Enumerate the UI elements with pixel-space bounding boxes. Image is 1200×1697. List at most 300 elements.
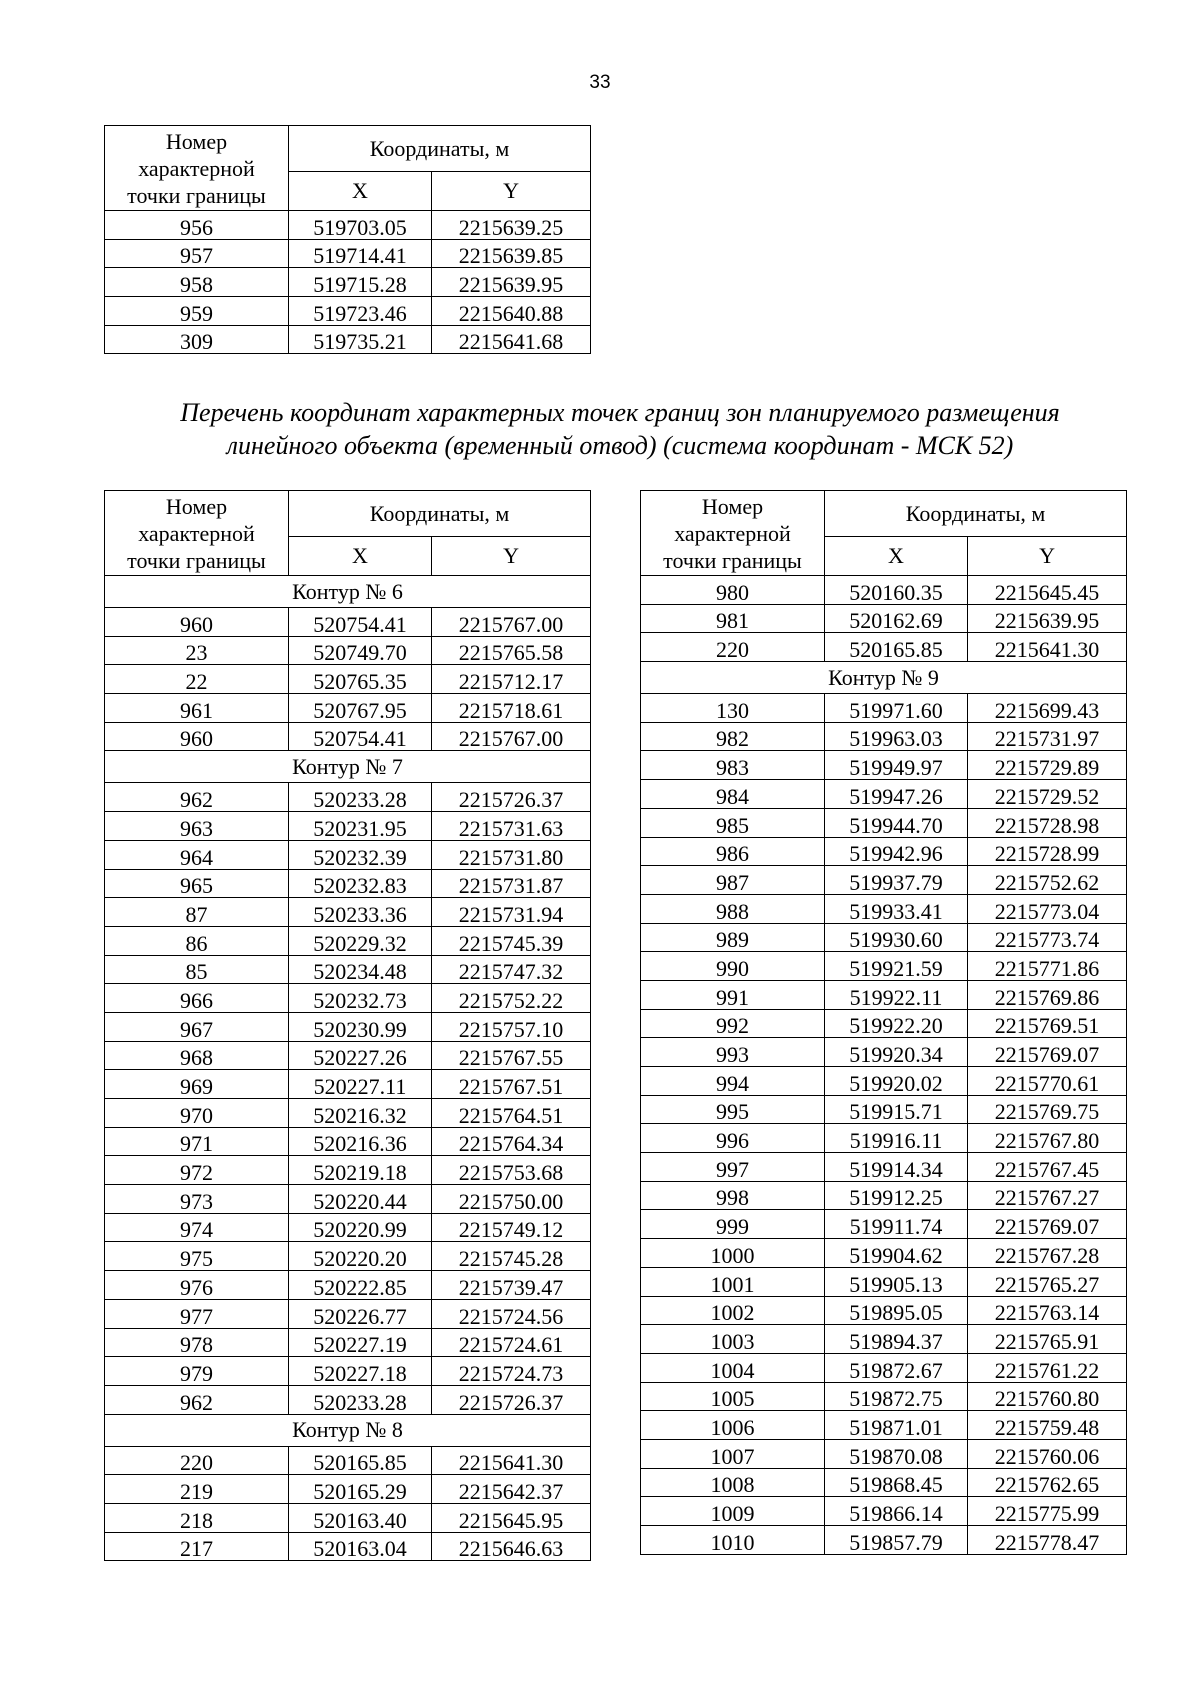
y-coordinate-cell: 2215767.45 — [968, 1153, 1127, 1182]
x-coordinate-cell: 519715.28 — [289, 268, 432, 297]
x-coordinate-cell: 520163.04 — [289, 1532, 432, 1561]
x-coordinate-cell: 519971.60 — [825, 694, 968, 723]
y-coordinate-cell: 2215769.51 — [968, 1009, 1127, 1038]
point-number-cell: 220 — [105, 1446, 289, 1475]
x-coordinate-cell: 520220.20 — [289, 1242, 432, 1271]
table-row — [105, 1012, 591, 1041]
point-number-cell: 965 — [105, 869, 289, 898]
x-coordinate-cell: 519870.08 — [825, 1439, 968, 1468]
x-coordinate-cell: 520163.40 — [289, 1503, 432, 1532]
point-number-cell: 1010 — [641, 1526, 825, 1555]
x-coordinate-cell: 520216.32 — [289, 1099, 432, 1128]
point-number-cell: 962 — [105, 1385, 289, 1414]
x-coordinate-cell: 520767.95 — [289, 694, 432, 723]
x-coordinate-cell: 519944.70 — [825, 808, 968, 837]
x-coordinate-cell: 519868.45 — [825, 1468, 968, 1497]
x-coordinate-cell: 520232.39 — [289, 840, 432, 869]
y-coordinate-cell: 2215752.62 — [968, 866, 1127, 895]
x-coordinate-cell: 520220.99 — [289, 1213, 432, 1242]
point-number-cell: 956 — [105, 211, 289, 240]
y-coordinate-cell: 2215761.22 — [968, 1353, 1127, 1382]
y-coordinate-cell: 2215760.06 — [968, 1439, 1127, 1468]
x-coordinate-cell: 519905.13 — [825, 1267, 968, 1296]
point-number-cell: 987 — [641, 866, 825, 895]
y-coordinate-cell: 2215639.85 — [432, 239, 591, 268]
table-caption — [60, 396, 1180, 462]
x-coordinate-cell: 520226.77 — [289, 1299, 432, 1328]
contour-label: Контур № 9 — [641, 662, 1127, 694]
x-coordinate-cell: 520227.18 — [289, 1357, 432, 1386]
x-coordinate-cell: 519915.71 — [825, 1095, 968, 1124]
y-coordinate-cell: 2215769.07 — [968, 1210, 1127, 1239]
y-coordinate-cell: 2215728.98 — [968, 808, 1127, 837]
x-coordinate-cell: 520754.41 — [289, 608, 432, 637]
x-coordinate-cell: 519866.14 — [825, 1497, 968, 1526]
point-number-cell: 1009 — [641, 1497, 825, 1526]
y-coordinate-cell: 2215646.63 — [432, 1532, 591, 1561]
point-number-cell: 86 — [105, 926, 289, 955]
point-number-cell: 981 — [641, 604, 825, 633]
y-coordinate-cell: 2215731.97 — [968, 722, 1127, 751]
x-coordinate-cell: 520219.18 — [289, 1156, 432, 1185]
x-coordinate-cell: 519872.67 — [825, 1353, 968, 1382]
table-row — [105, 1127, 591, 1156]
table-row — [105, 211, 591, 240]
y-coordinate-cell: 2215757.10 — [432, 1012, 591, 1041]
point-number-cell: 977 — [105, 1299, 289, 1328]
x-coordinate-cell: 519914.34 — [825, 1153, 968, 1182]
table-row — [641, 1296, 1127, 1325]
x-coordinate-cell: 520162.69 — [825, 604, 968, 633]
point-number-cell: 963 — [105, 812, 289, 841]
table-row — [105, 297, 591, 326]
x-coordinate-cell: 520232.73 — [289, 984, 432, 1013]
x-coordinate-cell: 520165.85 — [825, 633, 968, 662]
x-coordinate-cell: 519920.02 — [825, 1067, 968, 1096]
table-row — [105, 984, 591, 1013]
point-number-cell: 973 — [105, 1185, 289, 1214]
x-coordinate-cell: 520233.28 — [289, 783, 432, 812]
header-line: характерной — [674, 520, 791, 546]
point-number-cell: 217 — [105, 1532, 289, 1561]
coordinates-table-left — [104, 490, 591, 1561]
table-row — [105, 1242, 591, 1271]
table-row — [105, 1185, 591, 1214]
table-row — [641, 1325, 1127, 1354]
table-row — [105, 608, 591, 637]
x-coordinate-cell: 520227.19 — [289, 1328, 432, 1357]
table-row — [641, 1124, 1127, 1153]
point-number-cell: 990 — [641, 952, 825, 981]
table-row — [105, 1070, 591, 1099]
table-row — [641, 633, 1127, 662]
x-coordinate-cell: 519921.59 — [825, 952, 968, 981]
y-coordinate-cell: 2215729.89 — [968, 751, 1127, 780]
point-number-cell: 982 — [641, 722, 825, 751]
point-number-cell: 991 — [641, 980, 825, 1009]
x-coordinate-cell: 520754.41 — [289, 722, 432, 751]
table-row — [641, 1439, 1127, 1468]
table-row — [105, 636, 591, 665]
y-coordinate-cell: 2215767.00 — [432, 608, 591, 637]
x-coordinate-cell: 520232.83 — [289, 869, 432, 898]
table-row — [105, 665, 591, 694]
point-number-header — [641, 491, 825, 576]
x-coordinate-cell: 520227.11 — [289, 1070, 432, 1099]
x-coordinate-cell: 520227.26 — [289, 1041, 432, 1070]
x-coordinate-cell: 520765.35 — [289, 665, 432, 694]
point-number-cell: 961 — [105, 694, 289, 723]
point-number-cell: 1006 — [641, 1411, 825, 1440]
x-coordinate-cell: 519922.11 — [825, 980, 968, 1009]
y-coordinate-cell: 2215731.63 — [432, 812, 591, 841]
x-coordinate-cell: 519894.37 — [825, 1325, 968, 1354]
y-coordinate-cell: 2215641.30 — [968, 633, 1127, 662]
table-row — [105, 1357, 591, 1386]
y-coordinate-cell: 2215642.37 — [432, 1475, 591, 1504]
y-coordinate-cell: 2215726.37 — [432, 1385, 591, 1414]
point-number-cell: 220 — [641, 633, 825, 662]
table-row — [105, 1385, 591, 1414]
y-coordinate-cell: 2215731.80 — [432, 840, 591, 869]
table-row — [641, 1411, 1127, 1440]
point-number-header — [105, 126, 289, 211]
point-number-cell: 1007 — [641, 1439, 825, 1468]
table-row — [641, 1353, 1127, 1382]
x-coordinate-cell: 519920.34 — [825, 1038, 968, 1067]
x-coordinate-cell: 520231.95 — [289, 812, 432, 841]
x-coordinate-cell: 519904.62 — [825, 1239, 968, 1268]
y-coordinate-cell: 2215718.61 — [432, 694, 591, 723]
y-coordinate-cell: 2215699.43 — [968, 694, 1127, 723]
point-number-cell: 1000 — [641, 1239, 825, 1268]
point-number-cell: 980 — [641, 576, 825, 605]
table-row — [641, 1038, 1127, 1067]
y-coordinate-cell: 2215767.80 — [968, 1124, 1127, 1153]
point-number-cell: 22 — [105, 665, 289, 694]
table-row — [641, 1468, 1127, 1497]
point-number-cell: 966 — [105, 984, 289, 1013]
y-coordinate-cell: 2215645.95 — [432, 1503, 591, 1532]
contour-row — [105, 1414, 591, 1446]
point-number-cell: 971 — [105, 1127, 289, 1156]
point-number-cell: 960 — [105, 608, 289, 637]
y-coordinate-cell: 2215739.47 — [432, 1271, 591, 1300]
point-number-cell: 997 — [641, 1153, 825, 1182]
header-line: точки границы — [127, 547, 266, 573]
table-row — [641, 1067, 1127, 1096]
point-number-cell: 974 — [105, 1213, 289, 1242]
point-number-cell: 993 — [641, 1038, 825, 1067]
y-coordinate-cell: 2215645.45 — [968, 576, 1127, 605]
point-number-cell: 1003 — [641, 1325, 825, 1354]
table-row — [105, 1328, 591, 1357]
table-row — [105, 926, 591, 955]
table-row — [641, 1095, 1127, 1124]
y-coordinate-cell: 2215750.00 — [432, 1185, 591, 1214]
point-number-cell: 998 — [641, 1181, 825, 1210]
y-coordinate-cell: 2215639.25 — [432, 211, 591, 240]
point-number-cell: 967 — [105, 1012, 289, 1041]
y-coordinate-cell: 2215759.48 — [968, 1411, 1127, 1440]
header-line: Номер — [701, 493, 764, 519]
point-number-header — [105, 491, 289, 576]
table-row — [105, 1271, 591, 1300]
y-coordinate-cell: 2215731.87 — [432, 869, 591, 898]
x-coordinate-cell: 519949.97 — [825, 751, 968, 780]
x-coordinate-cell: 519963.03 — [825, 722, 968, 751]
y-coordinate-cell: 2215764.34 — [432, 1127, 591, 1156]
header-line: характерной — [138, 520, 255, 546]
y-coordinate-cell: 2215749.12 — [432, 1213, 591, 1242]
point-number-cell: 969 — [105, 1070, 289, 1099]
point-number-cell: 957 — [105, 239, 289, 268]
caption-line-2: линейного объекта (временный отвод) (система координат - МСК 52) — [226, 431, 1014, 460]
table-row — [105, 1099, 591, 1128]
table-row — [641, 1497, 1127, 1526]
point-number-cell: 23 — [105, 636, 289, 665]
table-row — [105, 239, 591, 268]
x-header: X — [289, 172, 432, 211]
point-number-cell: 988 — [641, 894, 825, 923]
coordinates-header: Координаты, м — [825, 491, 1127, 537]
y-coordinate-cell: 2215765.91 — [968, 1325, 1127, 1354]
header-line: точки границы — [663, 547, 802, 573]
table-row — [105, 1475, 591, 1504]
x-coordinate-cell: 519922.20 — [825, 1009, 968, 1038]
point-number-cell: 958 — [105, 268, 289, 297]
y-coordinate-cell: 2215747.32 — [432, 955, 591, 984]
x-coordinate-cell: 520233.28 — [289, 1385, 432, 1414]
y-coordinate-cell: 2215731.94 — [432, 898, 591, 927]
point-number-cell: 219 — [105, 1475, 289, 1504]
contour-row — [105, 751, 591, 783]
y-coordinate-cell: 2215778.47 — [968, 1526, 1127, 1555]
table-row — [641, 808, 1127, 837]
y-coordinate-cell: 2215764.51 — [432, 1099, 591, 1128]
point-number-cell: 975 — [105, 1242, 289, 1271]
point-number-cell: 968 — [105, 1041, 289, 1070]
table-row — [105, 898, 591, 927]
table-row — [641, 722, 1127, 751]
point-number-cell: 1005 — [641, 1382, 825, 1411]
y-coordinate-cell: 2215765.58 — [432, 636, 591, 665]
x-coordinate-cell: 520165.85 — [289, 1446, 432, 1475]
y-coordinate-cell: 2215770.61 — [968, 1067, 1127, 1096]
point-number-cell: 976 — [105, 1271, 289, 1300]
header-line: Номер — [165, 493, 228, 519]
point-number-cell: 996 — [641, 1124, 825, 1153]
x-coordinate-cell: 519947.26 — [825, 780, 968, 809]
x-coordinate-cell: 519933.41 — [825, 894, 968, 923]
y-coordinate-cell: 2215639.95 — [432, 268, 591, 297]
contour-label: Контур № 8 — [105, 1414, 591, 1446]
table-row — [641, 1382, 1127, 1411]
x-coordinate-cell: 520233.36 — [289, 898, 432, 927]
contour-row — [641, 662, 1127, 694]
x-coordinate-cell: 519937.79 — [825, 866, 968, 895]
y-coordinate-cell: 2215641.30 — [432, 1446, 591, 1475]
contour-label: Контур № 6 — [105, 576, 591, 608]
y-coordinate-cell: 2215753.68 — [432, 1156, 591, 1185]
y-coordinate-cell: 2215745.28 — [432, 1242, 591, 1271]
x-coordinate-cell: 519895.05 — [825, 1296, 968, 1325]
y-coordinate-cell: 2215641.68 — [432, 325, 591, 354]
table-row — [105, 783, 591, 812]
x-coordinate-cell: 519857.79 — [825, 1526, 968, 1555]
table-row — [105, 1503, 591, 1532]
point-number-cell: 979 — [105, 1357, 289, 1386]
y-coordinate-cell: 2215745.39 — [432, 926, 591, 955]
x-coordinate-cell: 520229.32 — [289, 926, 432, 955]
y-coordinate-cell: 2215765.27 — [968, 1267, 1127, 1296]
table-row — [641, 604, 1127, 633]
x-coordinate-cell: 519942.96 — [825, 837, 968, 866]
table-row — [641, 780, 1127, 809]
y-coordinate-cell: 2215752.22 — [432, 984, 591, 1013]
coordinates-table-right — [640, 490, 1127, 1555]
table-row — [105, 325, 591, 354]
table-row — [105, 1213, 591, 1242]
point-number-cell: 1002 — [641, 1296, 825, 1325]
table-row — [641, 1526, 1127, 1555]
point-number-cell: 964 — [105, 840, 289, 869]
y-coordinate-cell: 2215767.55 — [432, 1041, 591, 1070]
table-row — [105, 840, 591, 869]
y-coordinate-cell: 2215769.86 — [968, 980, 1127, 1009]
header-line: характерной — [138, 155, 255, 181]
table-row — [641, 952, 1127, 981]
table-row — [641, 837, 1127, 866]
x-coordinate-cell: 519703.05 — [289, 211, 432, 240]
point-number-cell: 999 — [641, 1210, 825, 1239]
point-number-cell: 218 — [105, 1503, 289, 1532]
x-coordinate-cell: 519930.60 — [825, 923, 968, 952]
table-row — [105, 1446, 591, 1475]
table-row — [105, 268, 591, 297]
point-number-cell: 962 — [105, 783, 289, 812]
x-coordinate-cell: 519872.75 — [825, 1382, 968, 1411]
table-row — [641, 1153, 1127, 1182]
point-number-cell: 985 — [641, 808, 825, 837]
point-number-cell: 995 — [641, 1095, 825, 1124]
x-header: X — [825, 537, 968, 576]
y-coordinate-cell: 2215724.56 — [432, 1299, 591, 1328]
table-row — [105, 1041, 591, 1070]
x-coordinate-cell: 519735.21 — [289, 325, 432, 354]
table-row — [105, 722, 591, 751]
point-number-cell: 1001 — [641, 1267, 825, 1296]
y-coordinate-cell: 2215712.17 — [432, 665, 591, 694]
point-number-cell: 970 — [105, 1099, 289, 1128]
y-coordinate-cell: 2215767.28 — [968, 1239, 1127, 1268]
y-coordinate-cell: 2215767.27 — [968, 1181, 1127, 1210]
contour-label: Контур № 7 — [105, 751, 591, 783]
point-number-cell: 85 — [105, 955, 289, 984]
y-coordinate-cell: 2215728.99 — [968, 837, 1127, 866]
y-coordinate-cell: 2215724.61 — [432, 1328, 591, 1357]
table-row — [641, 576, 1127, 605]
point-number-cell: 1008 — [641, 1468, 825, 1497]
y-coordinate-cell: 2215639.95 — [968, 604, 1127, 633]
caption-line-1: Перечень координат характерных точек границ зон планируемого размещения — [180, 398, 1060, 427]
coordinates-table-top — [104, 125, 591, 354]
x-coordinate-cell: 520230.99 — [289, 1012, 432, 1041]
coordinates-header: Координаты, м — [289, 491, 591, 537]
x-coordinate-cell: 519912.25 — [825, 1181, 968, 1210]
point-number-cell: 992 — [641, 1009, 825, 1038]
x-coordinate-cell: 520234.48 — [289, 955, 432, 984]
y-coordinate-cell: 2215773.04 — [968, 894, 1127, 923]
table-row — [641, 866, 1127, 895]
point-number-cell: 1004 — [641, 1353, 825, 1382]
x-coordinate-cell: 519911.74 — [825, 1210, 968, 1239]
x-coordinate-cell: 520220.44 — [289, 1185, 432, 1214]
point-number-cell: 994 — [641, 1067, 825, 1096]
point-number-cell: 960 — [105, 722, 289, 751]
point-number-cell: 983 — [641, 751, 825, 780]
x-header: X — [289, 537, 432, 576]
table-row — [105, 955, 591, 984]
y-coordinate-cell: 2215763.14 — [968, 1296, 1127, 1325]
y-header: Y — [432, 172, 591, 211]
table-row — [641, 1239, 1127, 1268]
y-coordinate-cell: 2215724.73 — [432, 1357, 591, 1386]
table-row — [105, 1156, 591, 1185]
point-number-cell: 972 — [105, 1156, 289, 1185]
point-number-cell: 978 — [105, 1328, 289, 1357]
table-row — [641, 923, 1127, 952]
table-row — [105, 812, 591, 841]
y-coordinate-cell: 2215769.07 — [968, 1038, 1127, 1067]
point-number-cell: 87 — [105, 898, 289, 927]
point-number-cell: 984 — [641, 780, 825, 809]
y-coordinate-cell: 2215775.99 — [968, 1497, 1127, 1526]
coordinates-header: Координаты, м — [289, 126, 591, 172]
y-coordinate-cell: 2215762.65 — [968, 1468, 1127, 1497]
header-line: Номер — [165, 128, 228, 154]
header-line: точки границы — [127, 182, 266, 208]
y-coordinate-cell: 2215726.37 — [432, 783, 591, 812]
table-row — [105, 1299, 591, 1328]
x-coordinate-cell: 520160.35 — [825, 576, 968, 605]
x-coordinate-cell: 519871.01 — [825, 1411, 968, 1440]
x-coordinate-cell: 519916.11 — [825, 1124, 968, 1153]
page-number: 33 — [589, 72, 611, 93]
y-coordinate-cell: 2215773.74 — [968, 923, 1127, 952]
x-coordinate-cell: 520165.29 — [289, 1475, 432, 1504]
point-number-cell: 986 — [641, 837, 825, 866]
table-row — [641, 1009, 1127, 1038]
table-row — [641, 694, 1127, 723]
table-row — [105, 869, 591, 898]
y-header: Y — [968, 537, 1127, 576]
x-coordinate-cell: 519723.46 — [289, 297, 432, 326]
x-coordinate-cell: 520216.36 — [289, 1127, 432, 1156]
y-coordinate-cell: 2215769.75 — [968, 1095, 1127, 1124]
x-coordinate-cell: 520749.70 — [289, 636, 432, 665]
table-row — [641, 1210, 1127, 1239]
point-number-cell: 309 — [105, 325, 289, 354]
point-number-cell: 989 — [641, 923, 825, 952]
table-row — [641, 751, 1127, 780]
table-row — [641, 1267, 1127, 1296]
y-coordinate-cell: 2215771.86 — [968, 952, 1127, 981]
table-row — [641, 894, 1127, 923]
table-row — [641, 1181, 1127, 1210]
y-coordinate-cell: 2215767.00 — [432, 722, 591, 751]
y-coordinate-cell: 2215767.51 — [432, 1070, 591, 1099]
